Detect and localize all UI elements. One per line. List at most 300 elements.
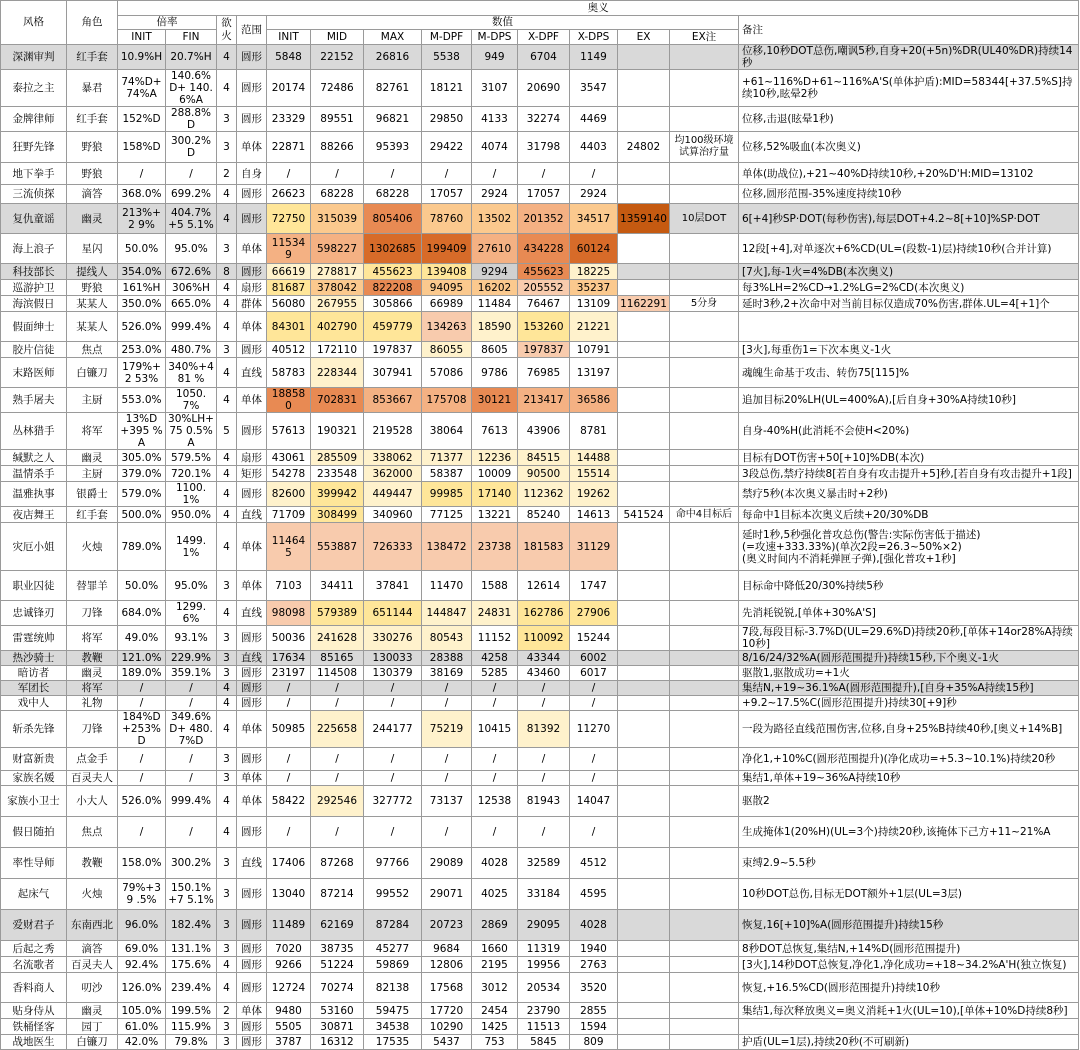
- cell-style: 三流侦探: [1, 185, 67, 204]
- cell-rate-fin: 115.9%: [166, 1019, 217, 1035]
- cell-m-dps: 1660: [472, 941, 518, 957]
- cell-fire: 3: [217, 771, 237, 786]
- cell-m-dpf: 175708: [422, 388, 472, 413]
- cell-rate-fin: 182.4%: [166, 910, 217, 941]
- table-row: [1, 280, 1079, 296]
- cell-m-dps: 4258: [472, 651, 518, 666]
- cell-m-dpf: 78760: [422, 204, 472, 234]
- cell-ex-note: [670, 848, 739, 879]
- table-row: [1, 1035, 1079, 1050]
- cell-ex-note: [670, 748, 739, 771]
- cell-style: 灾厄小姐: [1, 523, 67, 571]
- cell-note: [739, 312, 1079, 342]
- cell-ex: [618, 70, 670, 107]
- cell-range: 圆形: [237, 107, 267, 132]
- cell-ex-note: [670, 626, 739, 651]
- cell-rate-init: 354.0%: [118, 264, 166, 280]
- cell-role: 红手套: [67, 107, 118, 132]
- cell-style: 铁桶怪客: [1, 1019, 67, 1035]
- table-row: [1, 786, 1079, 817]
- table-body: [1, 45, 1079, 1050]
- cell-style: 热沙骑士: [1, 651, 67, 666]
- cell-init: 58422: [267, 786, 311, 817]
- cell-range: 圆形: [237, 1035, 267, 1050]
- cell-mid: 190321: [311, 413, 364, 450]
- cell-range: 圆形: [237, 1019, 267, 1035]
- cell-ex-note: [670, 45, 739, 70]
- cell-mid: 85165: [311, 651, 364, 666]
- table-row: [1, 342, 1079, 358]
- cell-ex-note: [670, 1035, 739, 1050]
- cell-x-dpf: 434228: [518, 234, 570, 264]
- cell-mid: 30871: [311, 1019, 364, 1035]
- cell-rate-init: 121.0%: [118, 651, 166, 666]
- cell-m-dps: 7613: [472, 413, 518, 450]
- cell-style: 深渊审判: [1, 45, 67, 70]
- header-range: 范围: [237, 16, 267, 45]
- cell-range: 直线: [237, 651, 267, 666]
- cell-m-dps: 2454: [472, 1003, 518, 1019]
- cell-mid: /: [311, 163, 364, 185]
- cell-fire: 4: [217, 507, 237, 523]
- cell-m-dps: 3107: [472, 70, 518, 107]
- cell-x-dpf: 23790: [518, 1003, 570, 1019]
- cell-style: 暗访者: [1, 666, 67, 681]
- cell-init: 58783: [267, 358, 311, 388]
- cell-m-dpf: /: [422, 681, 472, 696]
- cell-note: [739, 1019, 1079, 1035]
- cell-x-dpf: 29095: [518, 910, 570, 941]
- cell-max: 244177: [364, 711, 422, 748]
- cell-ex: [618, 1019, 670, 1035]
- table-row: [1, 523, 1079, 571]
- cell-x-dpf: 76985: [518, 358, 570, 388]
- cell-m-dpf: 5437: [422, 1035, 472, 1050]
- cell-x-dps: 6002: [570, 651, 618, 666]
- cell-m-dps: 753: [472, 1035, 518, 1050]
- cell-rate-fin: 672.6%: [166, 264, 217, 280]
- cell-range: 圆形: [237, 185, 267, 204]
- cell-ex-note: [670, 973, 739, 1003]
- cell-style: 财富新贵: [1, 748, 67, 771]
- cell-max: 82138: [364, 973, 422, 1003]
- cell-role: 野狼: [67, 132, 118, 163]
- cell-style: 狂野先锋: [1, 132, 67, 163]
- cell-rate-fin: 288.8%D: [166, 107, 217, 132]
- cell-init: 11489: [267, 910, 311, 941]
- cell-m-dpf: 20723: [422, 910, 472, 941]
- cell-x-dps: 35237: [570, 280, 618, 296]
- cell-range: 单体: [237, 711, 267, 748]
- table-row: [1, 312, 1079, 342]
- cell-mid: 38735: [311, 941, 364, 957]
- cell-init: 114645: [267, 523, 311, 571]
- cell-style: 起床气: [1, 879, 67, 910]
- cell-note: 护盾(UL=1层),持续20秒(不可刷新): [739, 1035, 1079, 1050]
- cell-ex: [618, 523, 670, 571]
- cell-ex: [618, 450, 670, 466]
- cell-mid: 114508: [311, 666, 364, 681]
- cell-ex-note: [670, 696, 739, 711]
- cell-mid: 553887: [311, 523, 364, 571]
- cell-mid: 241628: [311, 626, 364, 651]
- cell-rate-fin: 95.0%: [166, 234, 217, 264]
- cell-x-dpf: 153260: [518, 312, 570, 342]
- cell-m-dpf: /: [422, 817, 472, 848]
- cell-style: 香料商人: [1, 973, 67, 1003]
- table-row: [1, 264, 1079, 280]
- cell-rate-fin: 720.1%: [166, 466, 217, 482]
- table-row: [1, 388, 1079, 413]
- cell-init: 5505: [267, 1019, 311, 1035]
- cell-rate-init: 350.0%: [118, 296, 166, 312]
- cell-range: 圆形: [237, 666, 267, 681]
- cell-fire: 4: [217, 711, 237, 748]
- cell-x-dps: /: [570, 748, 618, 771]
- cell-role: 白镰刀: [67, 358, 118, 388]
- cell-rate-fin: 79.8%: [166, 1035, 217, 1050]
- cell-range: 单体: [237, 388, 267, 413]
- cell-range: 直线: [237, 848, 267, 879]
- cell-note: 8/16/24/32%A(圆形范围提升)持续15秒,下个奥义-1火: [739, 651, 1079, 666]
- cell-range: 圆形: [237, 910, 267, 941]
- cell-style: 后起之秀: [1, 941, 67, 957]
- cell-rate-init: 553.0%: [118, 388, 166, 413]
- cell-rate-init: 158.0%: [118, 848, 166, 879]
- cell-range: 单体: [237, 523, 267, 571]
- cell-mid: 87268: [311, 848, 364, 879]
- cell-role: 将军: [67, 681, 118, 696]
- cell-role: 滴答: [67, 185, 118, 204]
- cell-x-dps: 4028: [570, 910, 618, 941]
- cell-m-dps: 10415: [472, 711, 518, 748]
- cell-x-dps: 14488: [570, 450, 618, 466]
- cell-style: 名流歌者: [1, 957, 67, 973]
- cell-rate-init: 74%D+ 74%A: [118, 70, 166, 107]
- cell-ex-note: [670, 234, 739, 264]
- cell-m-dps: /: [472, 696, 518, 711]
- cell-style: 温情杀手: [1, 466, 67, 482]
- cell-role: 刀锋: [67, 711, 118, 748]
- cell-rate-fin: 359.1%: [166, 666, 217, 681]
- cell-m-dps: 9294: [472, 264, 518, 280]
- cell-ex: 1359140: [618, 204, 670, 234]
- cell-mid: 598227: [311, 234, 364, 264]
- cell-note: 延时1秒,5秒强化普攻总伤(警告:实际伤害低于描述) (=攻速+333.33%)(单次2段=26.3~50%×2) (奥义时间内不消耗弹匣子弹),[强化普攻+1秒]: [739, 523, 1079, 571]
- cell-x-dpf: 85240: [518, 507, 570, 523]
- cell-x-dpf: 90500: [518, 466, 570, 482]
- cell-max: /: [364, 748, 422, 771]
- cell-max: 651144: [364, 601, 422, 626]
- cell-note: 驱散2: [739, 786, 1079, 817]
- cell-max: 59869: [364, 957, 422, 973]
- cell-style: 家族小卫士: [1, 786, 67, 817]
- cell-role: 提线人: [67, 264, 118, 280]
- cell-init: 22871: [267, 132, 311, 163]
- header-rate-init: INIT: [118, 30, 166, 45]
- cell-max: 1302685: [364, 234, 422, 264]
- cell-init: 50036: [267, 626, 311, 651]
- cell-max: 362000: [364, 466, 422, 482]
- cell-init: /: [267, 817, 311, 848]
- cell-max: 305866: [364, 296, 422, 312]
- table-row: [1, 296, 1079, 312]
- cell-range: 圆形: [237, 681, 267, 696]
- cell-fire: 4: [217, 973, 237, 1003]
- cell-m-dpf: 12806: [422, 957, 472, 973]
- cell-range: 圆形: [237, 973, 267, 1003]
- cell-ex-note: [670, 280, 739, 296]
- cell-x-dps: 27906: [570, 601, 618, 626]
- cell-style: 缄默之人: [1, 450, 67, 466]
- cell-note: 单体(助战位),+21~40%D持续10秒,+20%D'H:MID=13102: [739, 163, 1079, 185]
- header-values: 数值: [267, 16, 739, 30]
- cell-rate-fin: 300.2%: [166, 848, 217, 879]
- cell-rate-init: /: [118, 681, 166, 696]
- cell-x-dpf: 6704: [518, 45, 570, 70]
- cell-role: 叨沙: [67, 973, 118, 1003]
- header-m-dps: M-DPS: [472, 30, 518, 45]
- cell-rate-fin: /: [166, 163, 217, 185]
- cell-rate-init: 50.0%: [118, 234, 166, 264]
- cell-role: 野狼: [67, 163, 118, 185]
- cell-rate-init: 526.0%: [118, 786, 166, 817]
- cell-range: 圆形: [237, 482, 267, 507]
- cell-ex-note: [670, 312, 739, 342]
- cell-rate-fin: 999.4%: [166, 786, 217, 817]
- cell-rate-fin: 95.0%: [166, 571, 217, 601]
- cell-rate-init: /: [118, 163, 166, 185]
- cell-m-dpf: 5538: [422, 45, 472, 70]
- cell-m-dps: 13221: [472, 507, 518, 523]
- cell-range: 圆形: [237, 696, 267, 711]
- cell-fire: 5: [217, 413, 237, 450]
- cell-m-dps: 4133: [472, 107, 518, 132]
- table-row: [1, 70, 1079, 107]
- cell-note: 位移,圆形范围-35%速度持续10秒: [739, 185, 1079, 204]
- cell-role: 星闪: [67, 234, 118, 264]
- cell-style: 职业囚徒: [1, 571, 67, 601]
- table-row: [1, 666, 1079, 681]
- cell-init: /: [267, 163, 311, 185]
- table-row: [1, 450, 1079, 466]
- cell-role: 暴君: [67, 70, 118, 107]
- table-row: [1, 507, 1079, 523]
- table-row: [1, 358, 1079, 388]
- cell-note: 恢复,+16.5%CD(圆形范围提升)持续10秒: [739, 973, 1079, 1003]
- cell-max: 82761: [364, 70, 422, 107]
- cell-ex-note: [670, 571, 739, 601]
- cell-m-dpf: 99985: [422, 482, 472, 507]
- cell-mid: 62169: [311, 910, 364, 941]
- cell-note: 自身-40%H(此消耗不会使H<20%): [739, 413, 1079, 450]
- cell-ex: [618, 1035, 670, 1050]
- cell-ex-note: [670, 482, 739, 507]
- cell-init: 23329: [267, 107, 311, 132]
- cell-style: 夜店舞王: [1, 507, 67, 523]
- cell-x-dpf: 11513: [518, 1019, 570, 1035]
- cell-x-dpf: 17057: [518, 185, 570, 204]
- table-row: [1, 910, 1079, 941]
- cell-x-dps: 1149: [570, 45, 618, 70]
- cell-max: 197837: [364, 342, 422, 358]
- cell-m-dpf: 38064: [422, 413, 472, 450]
- cell-rate-init: 49.0%: [118, 626, 166, 651]
- cell-ex-note: 均100级环境试算治疗量: [670, 132, 739, 163]
- cell-rate-fin: 579.5%: [166, 450, 217, 466]
- cell-note: +61~116%D+61~116%A'S(单体护盾):MID=58344[+37.5%S]持续10秒,眩晕2秒: [739, 70, 1079, 107]
- cell-ex-note: [670, 681, 739, 696]
- cell-mid: 16312: [311, 1035, 364, 1050]
- cell-m-dpf: 134263: [422, 312, 472, 342]
- cell-role: 火烛: [67, 523, 118, 571]
- table-row: [1, 681, 1079, 696]
- cell-ex: [618, 482, 670, 507]
- cell-role: 小大人: [67, 786, 118, 817]
- cell-ex: [618, 264, 670, 280]
- cell-x-dps: 3547: [570, 70, 618, 107]
- cell-range: 扇形: [237, 450, 267, 466]
- cell-range: 单体: [237, 1003, 267, 1019]
- cell-m-dpf: 144847: [422, 601, 472, 626]
- cell-m-dpf: 17720: [422, 1003, 472, 1019]
- cell-rate-fin: 150.1%+7 5.1%: [166, 879, 217, 910]
- cell-max: 459779: [364, 312, 422, 342]
- cell-m-dpf: /: [422, 163, 472, 185]
- cell-rate-init: 50.0%: [118, 571, 166, 601]
- cell-range: 圆形: [237, 748, 267, 771]
- cell-ex: 24802: [618, 132, 670, 163]
- cell-init: /: [267, 771, 311, 786]
- cell-style: 雷霆统帅: [1, 626, 67, 651]
- cell-mid: 225658: [311, 711, 364, 748]
- cell-m-dpf: 86055: [422, 342, 472, 358]
- cell-m-dpf: /: [422, 748, 472, 771]
- cell-ex: [618, 1003, 670, 1019]
- cell-x-dps: 15244: [570, 626, 618, 651]
- cell-ex-note: 10层DOT: [670, 204, 739, 234]
- cell-ex: [618, 651, 670, 666]
- cell-init: 81687: [267, 280, 311, 296]
- cell-rate-init: 105.0%: [118, 1003, 166, 1019]
- cell-init: 9480: [267, 1003, 311, 1019]
- cell-fire: 3: [217, 748, 237, 771]
- cell-ex: [618, 957, 670, 973]
- cell-x-dpf: 112362: [518, 482, 570, 507]
- cell-note: 每命中1目标本次奥义后续+20/30%DB: [739, 507, 1079, 523]
- cell-role: 红手套: [67, 507, 118, 523]
- cell-role: 主厨: [67, 388, 118, 413]
- cell-rate-init: 92.4%: [118, 957, 166, 973]
- cell-note: 禁疗5秒(本次奥义暴击时+2秒): [739, 482, 1079, 507]
- cell-rate-fin: /: [166, 681, 217, 696]
- cell-x-dps: 11270: [570, 711, 618, 748]
- cell-mid: 51224: [311, 957, 364, 973]
- cell-role: 礼物: [67, 696, 118, 711]
- cell-x-dps: 4595: [570, 879, 618, 910]
- cell-ex: [618, 342, 670, 358]
- cell-ex-note: [670, 264, 739, 280]
- cell-role: 将军: [67, 626, 118, 651]
- cell-ex: [618, 45, 670, 70]
- cell-rate-fin: 30%LH+75 0.5%A: [166, 413, 217, 450]
- cell-max: 330276: [364, 626, 422, 651]
- cell-style: 假面绅士: [1, 312, 67, 342]
- table-row: [1, 973, 1079, 1003]
- cell-role: 野狼: [67, 280, 118, 296]
- cell-fire: 4: [217, 482, 237, 507]
- cell-note: 10秒DOT总伤,目标无DOT额外+1层(UL=3层): [739, 879, 1079, 910]
- cell-rate-init: /: [118, 748, 166, 771]
- cell-ex-note: [670, 70, 739, 107]
- cell-style: 巡游护卫: [1, 280, 67, 296]
- cell-role: 百灵夫人: [67, 771, 118, 786]
- cell-rate-init: /: [118, 771, 166, 786]
- cell-init: /: [267, 696, 311, 711]
- cell-max: 805406: [364, 204, 422, 234]
- header-m-dpf: M-DPF: [422, 30, 472, 45]
- cell-rate-init: 61.0%: [118, 1019, 166, 1035]
- cell-m-dpf: 138472: [422, 523, 472, 571]
- cell-m-dpf: 9684: [422, 941, 472, 957]
- cell-ex: [618, 666, 670, 681]
- cell-ex: [618, 601, 670, 626]
- cell-ex: [618, 358, 670, 388]
- cell-ex: [618, 280, 670, 296]
- cell-mid: /: [311, 681, 364, 696]
- cell-m-dpf: 75219: [422, 711, 472, 748]
- cell-max: 17535: [364, 1035, 422, 1050]
- cell-ex-note: [670, 1003, 739, 1019]
- cell-x-dps: 18225: [570, 264, 618, 280]
- table-row: [1, 107, 1079, 132]
- cell-note: 集结N,+19~36.1%A(圆形范围提升),[自身+35%A持续15秒]: [739, 681, 1079, 696]
- cell-rate-fin: 999.4%: [166, 312, 217, 342]
- cell-rate-init: 379.0%: [118, 466, 166, 482]
- cell-mid: /: [311, 817, 364, 848]
- cell-rate-init: /: [118, 817, 166, 848]
- table-row: [1, 696, 1079, 711]
- cell-init: 188580: [267, 388, 311, 413]
- cell-x-dps: 809: [570, 1035, 618, 1050]
- cell-rate-init: 526.0%: [118, 312, 166, 342]
- cell-x-dpf: /: [518, 163, 570, 185]
- cell-ex-note: [670, 601, 739, 626]
- table-row: [1, 132, 1079, 163]
- cell-m-dps: 4074: [472, 132, 518, 163]
- cell-ex-note: [670, 523, 739, 571]
- cell-role: 焦点: [67, 342, 118, 358]
- cell-init: 20174: [267, 70, 311, 107]
- cell-rate-fin: 699.2%: [166, 185, 217, 204]
- cell-range: 圆形: [237, 941, 267, 957]
- cell-rate-init: 13%D +395 %A: [118, 413, 166, 450]
- cell-range: 圆形: [237, 204, 267, 234]
- cell-note: 目标有DOT伤害+50[+10]%DB(本次): [739, 450, 1079, 466]
- cell-range: 单体: [237, 771, 267, 786]
- cell-m-dps: 12538: [472, 786, 518, 817]
- cell-ex-note: [670, 450, 739, 466]
- cell-style: 海上浪子: [1, 234, 67, 264]
- cell-rate-fin: 131.1%: [166, 941, 217, 957]
- cell-max: 59475: [364, 1003, 422, 1019]
- cell-role: 焦点: [67, 817, 118, 848]
- cell-mid: /: [311, 771, 364, 786]
- cell-rate-fin: 340%+481 %: [166, 358, 217, 388]
- cell-rate-init: 184%D +253% D: [118, 711, 166, 748]
- cell-fire: 4: [217, 312, 237, 342]
- cell-range: 圆形: [237, 342, 267, 358]
